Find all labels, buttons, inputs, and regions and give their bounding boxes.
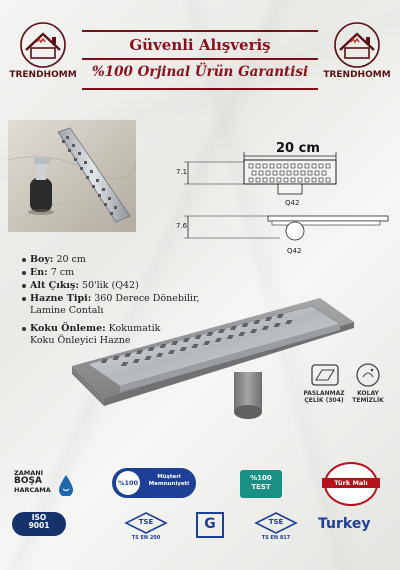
height-dimension-top: 7.1 [176, 168, 188, 176]
technical-drawing [160, 140, 390, 270]
feature-stainless: PASLANMAZ ÇELİK (304) [303, 390, 345, 405]
cert-turk-mali: Türk Malı [324, 462, 378, 506]
header-divider-bottom [82, 88, 318, 90]
header-title: Güvenli Alışveriş [129, 36, 271, 54]
brand-logo-left [8, 20, 78, 90]
stainless-steel-icon [310, 362, 340, 388]
height-dimension-bottom: 7.6 [176, 222, 188, 230]
pipe-dimension-bottom: Q42 [287, 247, 302, 255]
cert-tse-2: TSE TS EN 817 [254, 512, 298, 546]
brand-name: TRENDHOMM [9, 70, 77, 80]
house-logo-icon [322, 20, 392, 70]
cert-turkey: Turkey [318, 516, 371, 532]
spec-odor: Koku Önleme: Kokumatik Koku Önleyici Hazne [22, 323, 200, 347]
cert-water-saving: ZAMANI BOŞA HARCAMA [14, 470, 76, 508]
shower-drain-photo [8, 120, 136, 232]
length-dimension: 20 cm [276, 141, 320, 156]
brand-name: TRENDHOMM [323, 70, 391, 80]
cert-iso: ISO 9001 [12, 512, 66, 536]
spec-chamber: Hazne Tipi: 360 Derece Dönebilir, Lamine Contalı [22, 293, 200, 317]
spec-outlet: Alt Çıkış: 50'lik (Q42) [22, 280, 200, 292]
header-subtitle: %100 Orjinal Ürün Garantisi [91, 64, 309, 80]
product-photo [8, 120, 136, 232]
house-logo-icon [8, 20, 78, 70]
cert-test: %100 TEST [240, 470, 282, 498]
header [0, 0, 400, 100]
cert-satisfaction: %100 Müşteri Memnuniyeti [112, 468, 196, 498]
cert-g-mark: G [196, 512, 224, 538]
header-divider-middle [82, 58, 318, 60]
cert-tse-1: TSE TS EN 200 [124, 512, 168, 546]
spec-length: Boy: 20 cm [22, 254, 200, 266]
pipe-dimension-top: Q42 [285, 199, 300, 207]
easy-clean-icon [354, 362, 382, 388]
brand-logo-right [322, 20, 392, 90]
spec-width: En: 7 cm [22, 267, 200, 279]
header-divider-top [82, 30, 318, 32]
feature-easy-clean: KOLAY TEMİZLİK [352, 390, 384, 405]
water-drop-icon [58, 474, 74, 496]
